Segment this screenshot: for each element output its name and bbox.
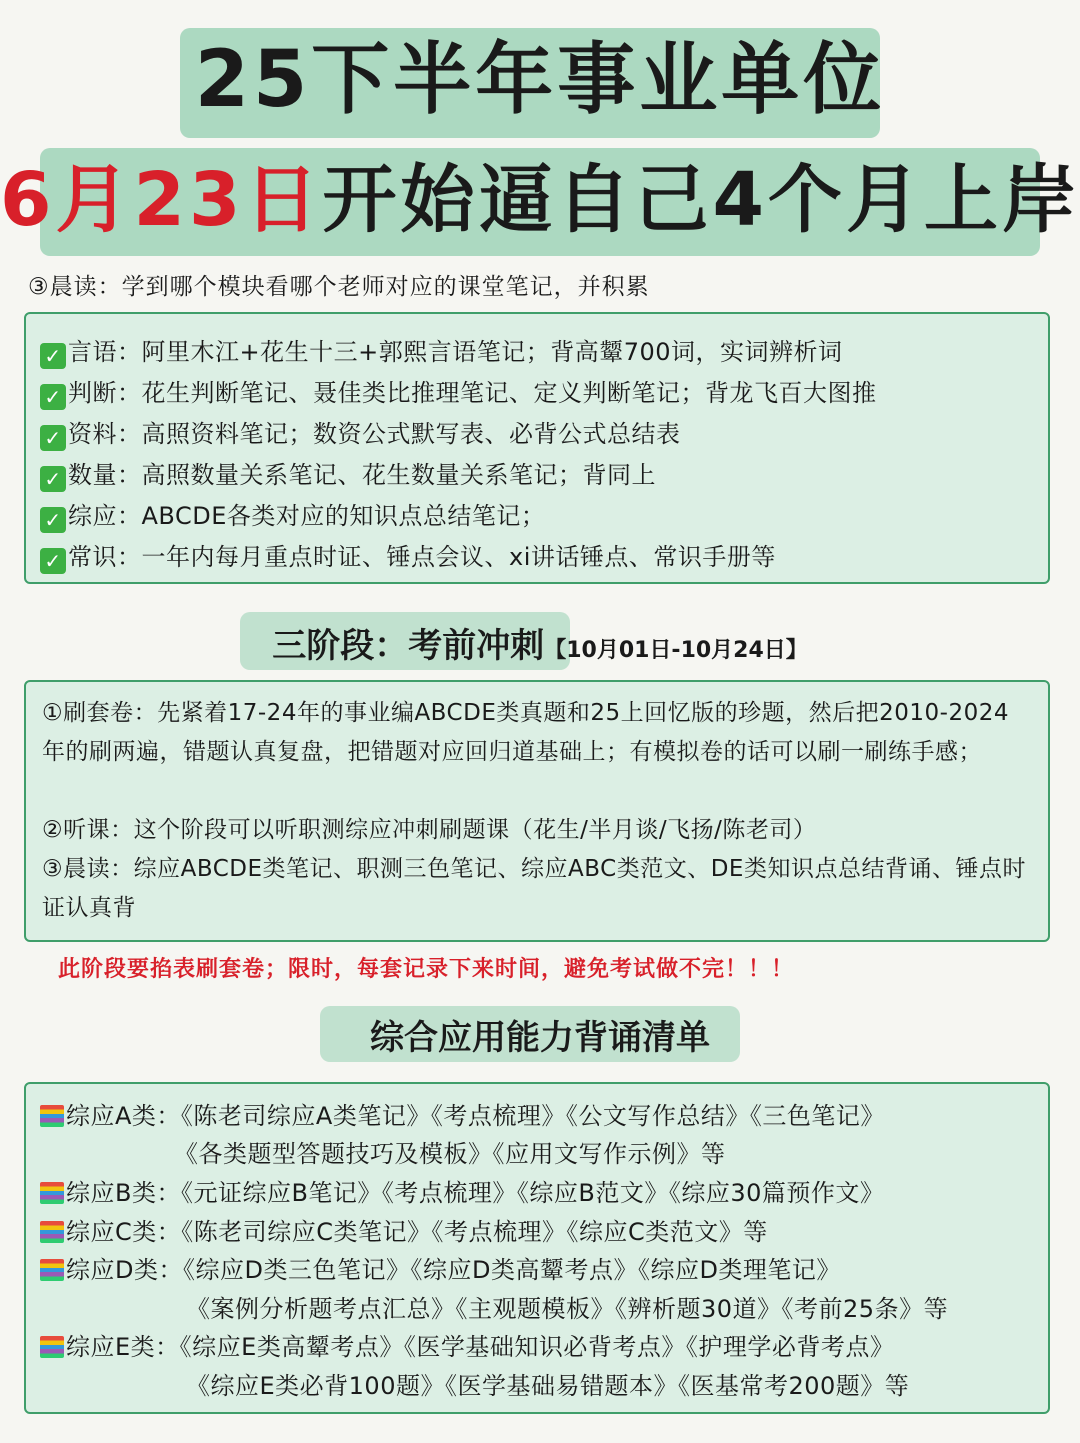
subject-list-box — [24, 312, 1050, 584]
check-mark-icon: ✓ — [40, 507, 66, 533]
list-item-text: 常识：一年内每月重点时证、锤点会议、xi讲话锤点、常识手册等 — [68, 543, 776, 571]
books-icon — [40, 1259, 64, 1281]
recite-row — [40, 1096, 885, 1131]
recite-heading: 综合应用能力背诵清单 — [370, 1018, 710, 1058]
check-mark-icon: ✓ — [40, 425, 66, 451]
recite-row-text: 综应A类：《陈老司综应A类笔记》《考点梳理》《公文写作总结》《三色笔记》 — [66, 1102, 885, 1130]
recite-box — [24, 1082, 1050, 1414]
list-item — [40, 414, 681, 451]
recite-row-text: 综应C类：《陈老司综应C类笔记》《考点梳理》《综应C类范文》等 — [66, 1218, 768, 1246]
recite-row-text: 综应E类：《综应E类高颦考点》《医学基础知识必背考点》《护理学必背考点》 — [66, 1333, 895, 1361]
page-title-line-2 — [0, 150, 1080, 250]
recite-row — [40, 1212, 768, 1247]
list-item-text: 言语：阿里木江+花生十三+郭熙言语笔记；背高颦700词，实词辨析词 — [68, 338, 843, 366]
recite-row-continued: 《综应E类必背100题》《医学基础易错题本》《医基常考200题》等 — [186, 1372, 910, 1400]
recite-row-continued: 《案例分析题考点汇总》《主观题模板》《辨析题30道》《考前25条》等 — [186, 1295, 949, 1323]
recite-row-continued: 《各类题型答题技巧及模板》《应用文写作示例》等 — [174, 1140, 726, 1168]
recite-row — [40, 1173, 884, 1208]
intro-line: ③晨读：学到哪个模块看哪个老师对应的课堂笔记，并积累 — [28, 274, 650, 300]
stage3-dates: 【10月01日-10月24日】 — [544, 638, 808, 663]
books-icon — [40, 1221, 64, 1243]
recite-row-text: 综应B类：《元证综应B笔记》《考点梳理》《综应B范文》《综应30篇预作文》 — [66, 1179, 885, 1207]
check-mark-icon: ✓ — [40, 466, 66, 492]
stage3-paragraph-3: ③晨读：综应ABCDE类笔记、职测三色笔记、综应ABC类范文、DE类知识点总结背诵、锤点时证认真背 — [42, 856, 1026, 921]
books-icon — [40, 1336, 64, 1358]
check-mark-icon: ✓ — [40, 548, 66, 574]
books-icon — [40, 1105, 64, 1127]
stage3-paragraph-1: ①刷套卷：先紧着17-24年的事业编ABCDE类真题和25上回忆版的珍题，然后把2010-2024年的刷两遍，错题认真复盘，把错题对应回归道基础上；有模拟卷的话可以刷一刷练手感； — [42, 700, 1009, 765]
recite-row — [40, 1327, 894, 1362]
check-mark-icon: ✓ — [40, 384, 66, 410]
stage3-paragraph-2: ②听课：这个阶段可以听职测综应冲刺刷题课（花生/半月谈/飞扬/陈老司） — [42, 817, 817, 843]
list-item — [40, 332, 843, 369]
title-date: 6月23日 — [0, 157, 323, 243]
title-rest: 开始逼自己4个月上岸 — [322, 157, 1080, 243]
page-title-line-1: 25下半年事业单位 — [194, 35, 886, 125]
list-item — [40, 496, 545, 533]
check-mark-icon: ✓ — [40, 343, 66, 369]
stage3-heading — [0, 618, 1080, 667]
recite-row-text: 综应D类：《综应D类三色笔记》《综应D类高颦考点》《综应D类理笔记》 — [66, 1256, 841, 1284]
recite-row — [40, 1250, 841, 1285]
books-icon — [40, 1182, 64, 1204]
list-item — [40, 537, 776, 574]
list-item-text: 资料：高照资料笔记；数资公式默写表、必背公式总结表 — [68, 420, 681, 448]
warning-text: 此阶段要掐表刷套卷；限时，每套记录下来时间，避免考试做不完！！！ — [58, 957, 795, 982]
list-item-text: 数量：高照数量关系笔记、花生数量关系笔记；背同上 — [68, 461, 656, 489]
stage3-box — [24, 680, 1050, 942]
list-item — [40, 373, 877, 410]
list-item-text: 判断：花生判断笔记、聂佳类比推理笔记、定义判断笔记；背龙飞百大图推 — [68, 379, 877, 407]
list-item-text: 综应：ABCDE各类对应的知识点总结笔记； — [68, 502, 546, 530]
list-item — [40, 455, 656, 492]
stage3-heading-text: 三阶段：考前冲刺 — [272, 626, 545, 666]
